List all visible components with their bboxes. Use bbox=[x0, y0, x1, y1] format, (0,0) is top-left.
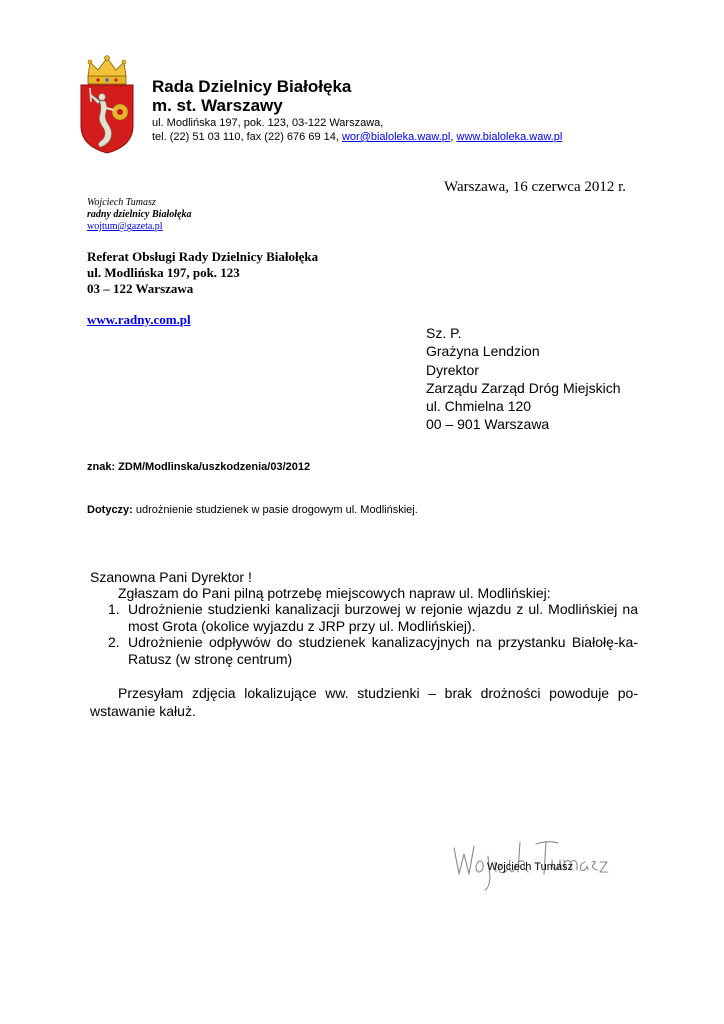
warsaw-coat-of-arms-icon bbox=[78, 54, 136, 154]
signature-printed-name: Wojciech Tumasz bbox=[487, 861, 573, 873]
request-list bbox=[104, 601, 638, 667]
org-phone-fax: tel. (22) 51 03 110, fax (22) 676 69 14, bbox=[152, 131, 342, 143]
recipient-line: Dyrektor bbox=[426, 361, 479, 378]
list-item-text: Udrożnienie studzienki kanalizacji burzowej w rejonie wjazdu z ul. Modlińskiej na most Grota (okolice wyjazdu z JRP przy ul. Modlińskiej). bbox=[128, 601, 638, 634]
list-item-number: 1. bbox=[108, 601, 120, 617]
list-item-text: Udrożnienie odpływów do studzienek kanalizacyjnych na przystanku Białołę-ka-Ratusz (w stronę centrum) bbox=[128, 634, 638, 667]
recipient-line: Sz. P. bbox=[426, 325, 462, 341]
org-address: ul. Modlińska 197, pok. 123, 03-122 Warszawa, bbox=[152, 117, 384, 129]
recipient-line: Grażyna Lendzion bbox=[426, 343, 540, 360]
date-line: Warszawa, 16 czerwca 2012 r. bbox=[444, 179, 627, 195]
intro-paragraph: Zgłaszam do Pani pilną potrzebę miejscowych napraw ul. Modlińskiej: bbox=[118, 585, 551, 601]
reference-number: znak: ZDM/Modlinska/uszkodzenia/03/2012 bbox=[87, 461, 311, 473]
org-name: Rada Dzielnicy Białołęka bbox=[152, 77, 352, 96]
closing-paragraph: Przesyłam zdjęcia lokalizujące ww. studzienki – brak drożności powoduje po-wstawanie kałuż. bbox=[90, 685, 638, 719]
subject-label: Dotyczy: bbox=[87, 504, 133, 516]
subject-line bbox=[87, 503, 418, 517]
office-line: Referat Obsługi Rady Dzielnicy Białołęka bbox=[87, 249, 319, 264]
subject-text: udrożnienie studzienek w pasie drogowym ul. Modlińskiej. bbox=[132, 504, 418, 516]
org-city: m. st. Warszawy bbox=[152, 96, 283, 115]
sender-email-link[interactable]: wojtum@gazeta.pl bbox=[87, 221, 163, 232]
org-email-link[interactable]: wor@bialoleka.waw.pl bbox=[341, 131, 451, 143]
office-line: 03 – 122 Warszawa bbox=[87, 281, 194, 296]
contact-separator: , bbox=[450, 131, 457, 143]
recipient-line: ul. Chmielna 120 bbox=[426, 398, 532, 415]
org-website-link[interactable]: www.bialoleka.waw.pl bbox=[456, 131, 563, 143]
office-line: ul. Modlińska 197, pok. 123 bbox=[87, 265, 240, 280]
recipient-line: 00 – 901 Warszawa bbox=[426, 416, 550, 433]
recipient-line: Zarządu Zarząd Dróg Miejskich bbox=[426, 379, 621, 396]
org-contact-line bbox=[152, 130, 562, 144]
crown-icon bbox=[88, 56, 126, 85]
salutation: Szanowna Pani Dyrektor ! bbox=[90, 569, 252, 585]
list-item bbox=[104, 601, 638, 634]
sender-title: radny dzielnicy Białołęka bbox=[87, 209, 192, 220]
sender-website-link[interactable]: www.radny.com.pl bbox=[87, 312, 191, 327]
recipient-block bbox=[426, 324, 621, 434]
list-item bbox=[104, 634, 638, 667]
sender-name: Wojciech Tumasz bbox=[87, 197, 156, 208]
list-item-number: 2. bbox=[108, 634, 120, 650]
office-address-block bbox=[87, 249, 318, 297]
